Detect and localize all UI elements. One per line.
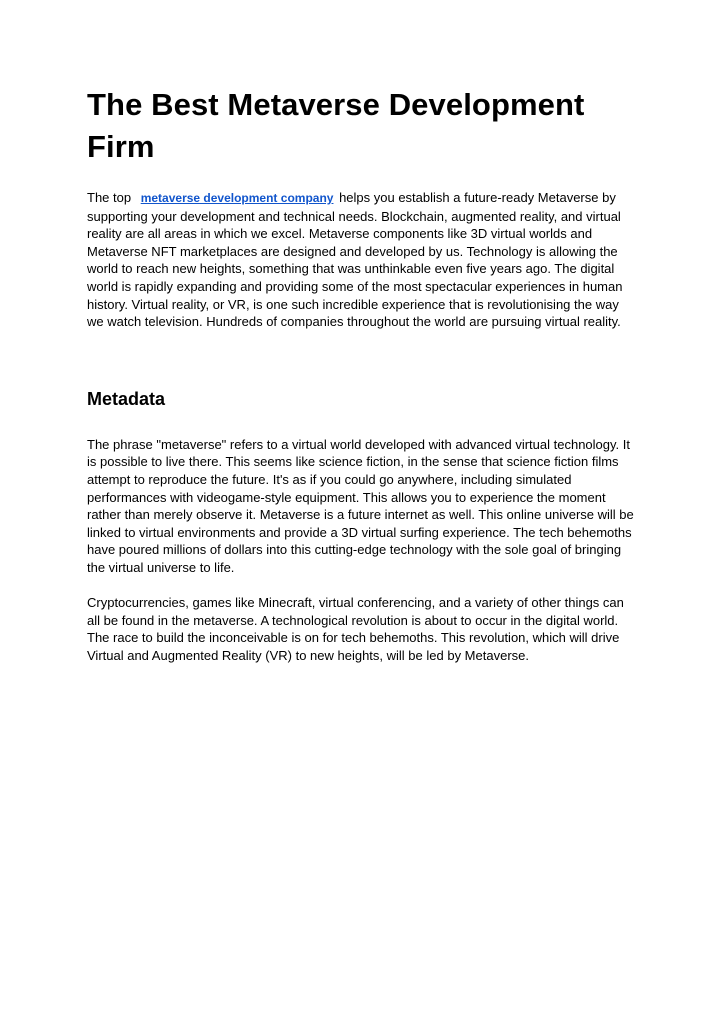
document-title: The Best Metaverse Development Firm bbox=[87, 87, 585, 164]
metaverse-company-link[interactable]: metaverse development company bbox=[140, 191, 334, 205]
intro-paragraph bbox=[87, 189, 635, 331]
intro-body-text: helps you establish a future-ready Metaverse by supporting your development and technical needs. Blockchain, augmented reality, and virtual reality are all areas in which we excel. Metaverse components like 3D virtual worlds and Metaverse NFT marketplaces are designed and developed by us. Technology is allowing the world to reach new heights, something that was unthinkable even five years ago. The digital world is rapidly expanding and providing some of the most spectacular experiences in human history. Virtual reality, or VR, is one such incredible experience that is revolutionising the way we watch television. Hundreds of companies throughout the world are pursuing virtual reality. bbox=[87, 190, 623, 330]
section-heading: Metadata bbox=[87, 388, 166, 409]
body-paragraph-2: Cryptocurrencies, games like Minecraft, virtual conferencing, and a variety of other things can all be found in the metaverse. A technological revolution is about to occur in the digital world. The race to build the inconceivable is on for tech behemoths. This revolution, which will drive Virtual and Augmented Reality (VR) to new heights, will be led by Metaverse. bbox=[87, 595, 624, 663]
intro-lead-text: The top bbox=[87, 190, 135, 205]
document-page bbox=[87, 84, 635, 664]
body-paragraph-1: The phrase "metaverse" refers to a virtual world developed with advanced virtual technology. It is possible to live there. This seems like science fiction, in the sense that science fiction films attempt to reproduce the future. It's as if you could go anywhere, including simulated performances with videogame-style equipment. This allows you to experience the moment rather than merely observe it. Metaverse is a future internet as well. This online universe will be linked to virtual environments and provide a 3D virtual surfing experience. The tech behemoths have poured millions of dollars into this cutting-edge technology with the sole goal of bringing the virtual universe to life. bbox=[87, 436, 634, 575]
